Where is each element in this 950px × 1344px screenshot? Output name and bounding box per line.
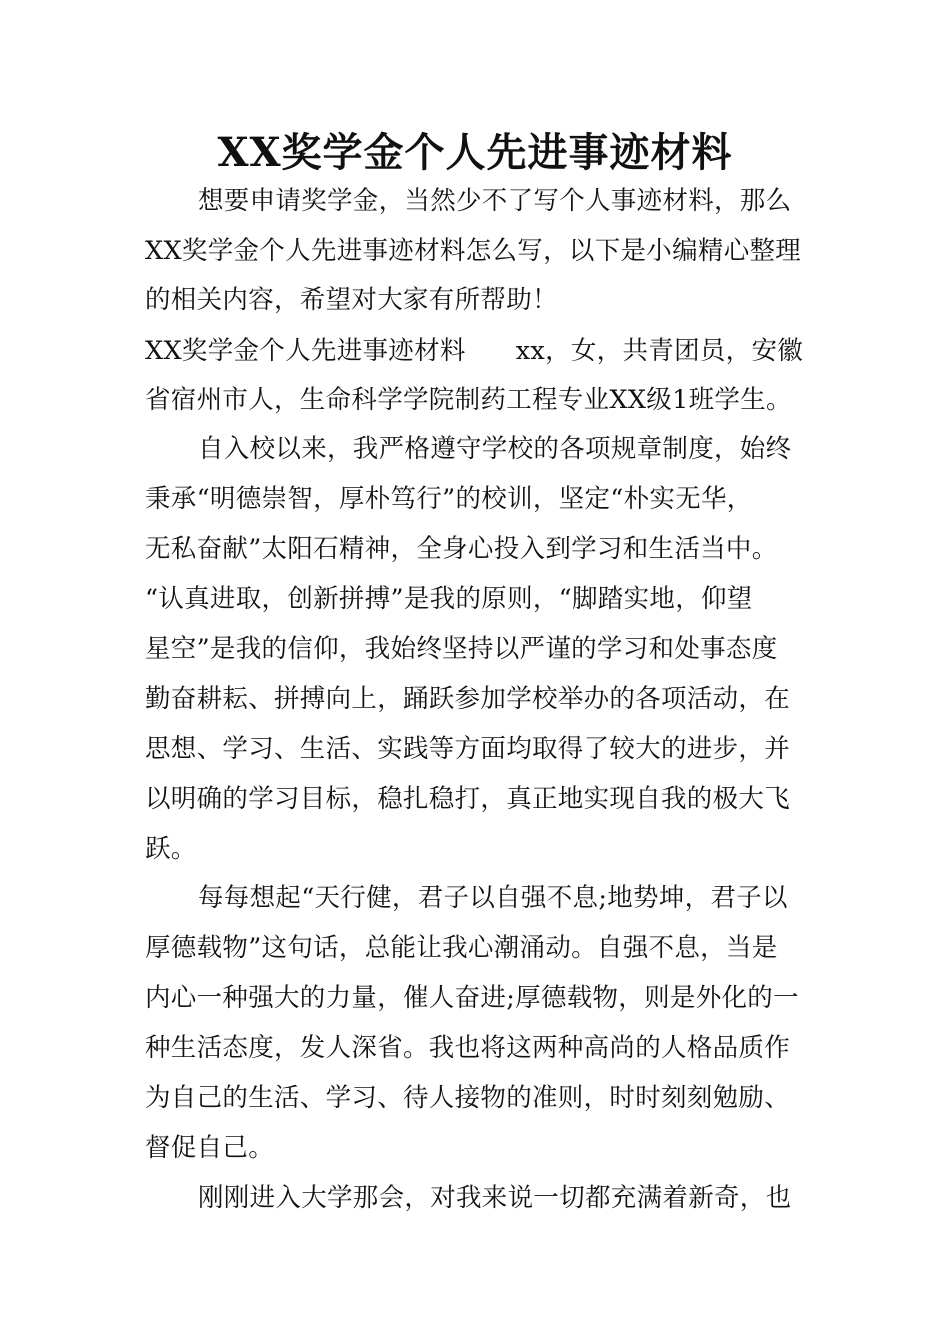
text-line: 思想、学习、生活、实践等方面均取得了较大的进步，并 <box>145 734 791 764</box>
text-line: 以明确的学习目标，稳扎稳打，真正地实现自我的极大飞 <box>145 784 791 814</box>
text-fragment: xx，女，共青团员，安徽 <box>515 336 804 366</box>
section-heading: XX奖学金个人先进事迹材料 <box>145 336 466 366</box>
text-line: 的相关内容，希望对大家有所帮助！ <box>145 285 558 315</box>
text-line: 勤奋耕耘、拼搏向上，踊跃参加学校举办的各项活动，在 <box>145 684 791 714</box>
text-line: 种生活态度，发人深省。我也将这两种高尚的人格品质作 <box>145 1033 791 1063</box>
text-line: 为自己的生活、学习、待人接物的准则，时时刻刻勉励、 <box>145 1083 791 1113</box>
text-line: 省宿州市人，生命科学学院制药工程专业XX级1班学生。 <box>145 385 792 415</box>
text-line <box>145 334 803 368</box>
text-line: 无私奋献”太阳石精神，全身心投入到学习和生活当中。 <box>145 534 778 564</box>
text-line: 秉承“明德崇智，厚朴笃行”的校训，坚定“朴实无华， <box>145 484 753 514</box>
text-line: 内心一种强大的力量，催人奋进;厚德载物，则是外化的一 <box>145 983 799 1013</box>
text-line: XX奖学金个人先进事迹材料怎么写，以下是小编精心整理 <box>145 236 802 266</box>
text-line: 厚德载物”这句话，总能让我心潮涌动。自强不息，当是 <box>145 933 778 963</box>
text-line: 想要申请奖学金，当然少不了写个人事迹材料，那么 <box>198 186 792 216</box>
text-line: 督促自己。 <box>145 1133 275 1163</box>
text-line: “认真进取，创新拼搏”是我的原则，“脚踏实地，仰望 <box>145 584 753 614</box>
text-line: 跃。 <box>145 834 197 864</box>
document-title: XX奖学金个人先进事迹材料 <box>217 129 733 176</box>
text-line: 星空”是我的信仰，我始终坚持以严谨的学习和处事态度 <box>145 634 778 664</box>
text-line: 自入校以来，我严格遵守学校的各项规章制度，始终 <box>198 434 792 464</box>
text-line: 刚刚进入大学那会，对我来说一切都充满着新奇，也 <box>198 1183 792 1213</box>
text-line: 每每想起“天行健，君子以自强不息;地势坤，君子以 <box>198 883 788 913</box>
